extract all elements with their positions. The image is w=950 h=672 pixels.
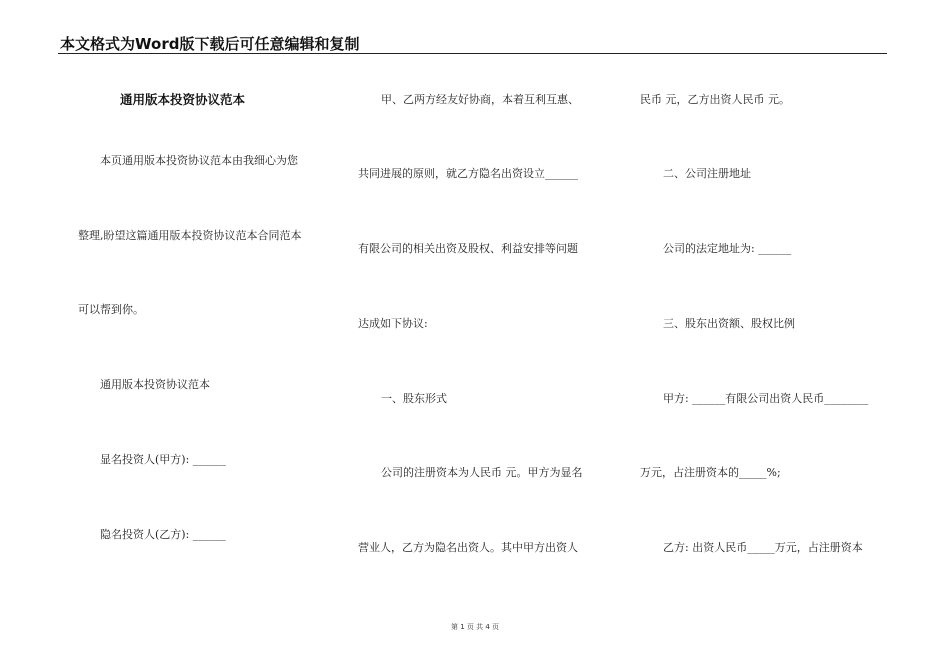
paragraph-line: 民币 元，乙方出资人民币 元。 <box>640 93 790 106</box>
paragraph-line: 通用版本投资协议范本 <box>100 378 210 391</box>
paragraph-line: 甲、乙两方经友好协商，本着互利互惠、 <box>381 93 579 106</box>
paragraph-line: 本页通用版本投资协议范本由我细心为您 <box>100 154 298 167</box>
paragraph-line: 达成如下协议: <box>358 317 428 330</box>
paragraph-line: 万元，占注册资本的_____%; <box>640 466 781 479</box>
text-column-3 <box>640 0 890 672</box>
paragraph-line: 公司的注册资本为人民币 元。甲方为显名 <box>381 466 583 479</box>
paragraph-line: 有限公司的相关出资及股权、利益安排等问题 <box>358 242 578 255</box>
paragraph-line: 公司的法定地址为: ______ <box>663 242 792 255</box>
text-column-1 <box>78 0 328 672</box>
paragraph-line: 整理,盼望这篇通用版本投资协议范本合同范本 <box>78 229 302 242</box>
paragraph-line: 共同进展的原则，就乙方隐名出资设立______ <box>358 167 578 180</box>
paragraph-line: 甲方: ______有限公司出资人民币________ <box>663 392 869 405</box>
section-heading: 三、股东出资额、股权比例 <box>663 317 795 330</box>
paragraph-line: 营业人，乙方为隐名出资人。其中甲方出资人 <box>358 541 578 554</box>
page-number: 第 1 页 共 4 页 <box>450 623 500 631</box>
section-heading: 一、股东形式 <box>381 392 447 405</box>
paragraph-line: 隐名投资人(乙方): ______ <box>100 528 226 541</box>
document-title: 通用版本投资协议范本 <box>120 92 246 107</box>
section-heading: 二、公司注册地址 <box>663 167 751 180</box>
paragraph-line: 显名投资人(甲方): ______ <box>100 453 226 466</box>
text-column-2 <box>358 0 608 672</box>
paragraph-line: 可以帮到你。 <box>78 303 144 316</box>
paragraph-line: 乙方: 出资人民币_____万元，占注册资本 <box>663 541 863 554</box>
document-banner: 本文格式为Word版下载后可任意编辑和复制 <box>60 35 360 53</box>
